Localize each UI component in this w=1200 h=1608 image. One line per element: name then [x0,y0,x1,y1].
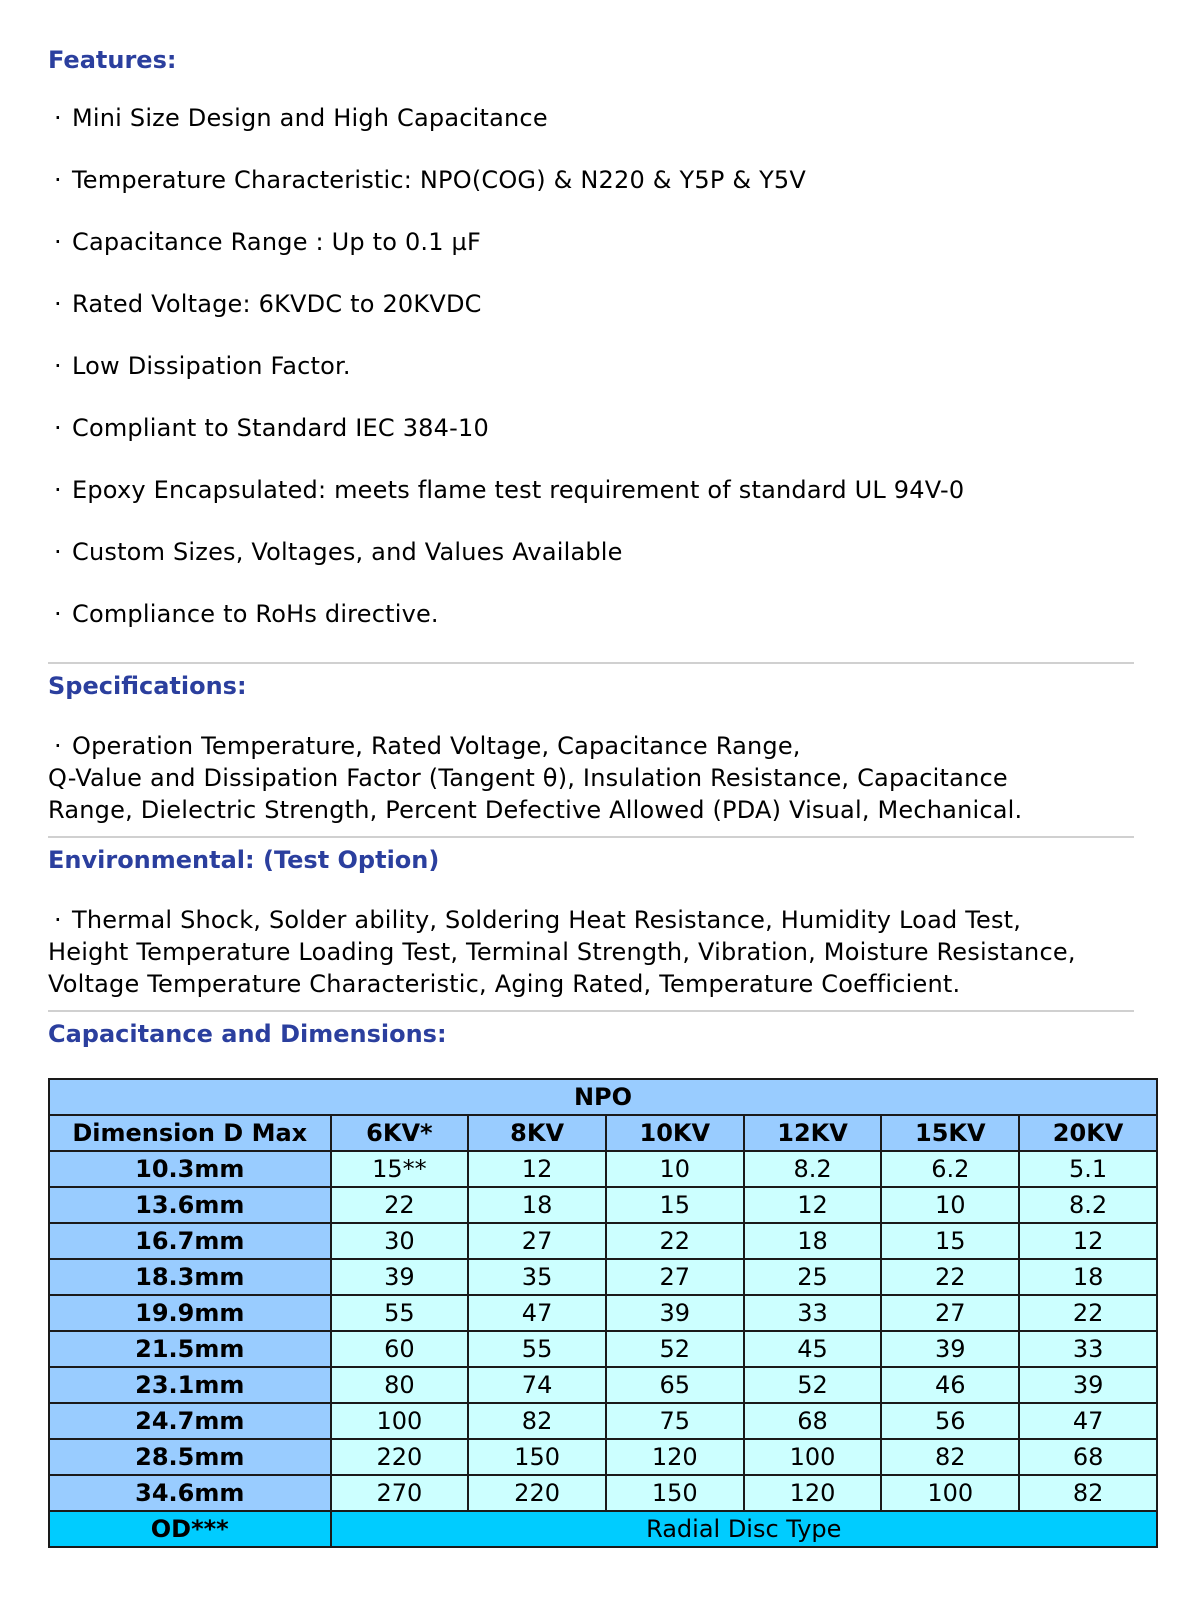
dimension-cell: 19.9mm [49,1295,331,1331]
value-cell: 100 [331,1403,469,1439]
table-row [49,1295,1157,1331]
value-cell: 45 [744,1331,882,1367]
value-cell: 10 [606,1151,744,1187]
dimension-cell: 21.5mm [49,1331,331,1367]
table-row [49,1331,1157,1367]
column-header: 10KV [606,1115,744,1151]
dimension-cell: 23.1mm [49,1367,331,1403]
section-divider [48,662,1134,664]
specifications-heading: Specifications: [48,672,247,700]
value-cell: 68 [1019,1439,1157,1475]
value-cell: 25 [744,1259,882,1295]
table-row [49,1439,1157,1475]
feature-item: · Compliance to RoHs directive. [54,600,439,628]
environmental-heading: Environmental: (Test Option) [48,846,440,874]
value-cell: 39 [1019,1367,1157,1403]
value-cell: 22 [331,1187,469,1223]
section-divider [48,836,1134,838]
bullet-icon: · [54,600,62,628]
capacitance-table [48,1078,1158,1548]
value-cell: 60 [331,1331,469,1367]
value-cell: 27 [881,1295,1019,1331]
value-cell: 150 [606,1475,744,1511]
value-cell: 12 [468,1151,606,1187]
bullet-icon: · [54,228,62,256]
table-group-header: NPO [49,1079,1157,1115]
value-cell: 12 [1019,1223,1157,1259]
value-cell: 100 [744,1439,882,1475]
table-row [49,1475,1157,1511]
value-cell: 47 [1019,1403,1157,1439]
bullet-icon: · [54,290,62,318]
value-cell: 68 [744,1403,882,1439]
value-cell: 120 [744,1475,882,1511]
value-cell: 100 [881,1475,1019,1511]
feature-item: · Temperature Characteristic: NPO(COG) & N220 & Y5P & Y5V [54,166,807,194]
value-cell: 15 [606,1187,744,1223]
od-value: Radial Disc Type [331,1511,1158,1547]
value-cell: 8.2 [1019,1187,1157,1223]
column-header: 15KV [881,1115,1019,1151]
table-header-row [49,1115,1157,1151]
value-cell: 270 [331,1475,469,1511]
value-cell: 8.2 [744,1151,882,1187]
bullet-icon: · [54,414,62,442]
value-cell: 22 [1019,1295,1157,1331]
column-header-dimension: Dimension D Max [49,1115,331,1151]
table-body [49,1151,1157,1511]
value-cell: 52 [606,1331,744,1367]
feature-item: · Epoxy Encapsulated: meets flame test requirement of standard UL 94V-0 [54,476,965,504]
dimension-cell: 16.7mm [49,1223,331,1259]
value-cell: 56 [881,1403,1019,1439]
column-header: 6KV* [331,1115,469,1151]
value-cell: 39 [606,1295,744,1331]
bullet-icon: · [54,352,62,380]
value-cell: 18 [468,1187,606,1223]
value-cell: 22 [881,1259,1019,1295]
value-cell: 120 [606,1439,744,1475]
column-header: 20KV [1019,1115,1157,1151]
capacitance-heading: Capacitance and Dimensions: [48,1020,447,1048]
column-header: 12KV [744,1115,882,1151]
dimension-cell: 24.7mm [49,1403,331,1439]
value-cell: 5.1 [1019,1151,1157,1187]
value-cell: 39 [881,1331,1019,1367]
value-cell: 150 [468,1439,606,1475]
value-cell: 220 [468,1475,606,1511]
dimension-cell: 18.3mm [49,1259,331,1295]
value-cell: 65 [606,1367,744,1403]
bullet-icon: · [54,732,62,760]
value-cell: 15 [881,1223,1019,1259]
value-cell: 30 [331,1223,469,1259]
bullet-icon: · [54,538,62,566]
value-cell: 18 [1019,1259,1157,1295]
feature-item: · Compliant to Standard IEC 384-10 [54,414,489,442]
dimension-cell: 28.5mm [49,1439,331,1475]
environmental-text: · Thermal Shock, Solder ability, Soldering Heat Resistance, Humidity Load Test, Height Temperature Loading Test, Terminal Strength, Vibration, Moisture Resistance, Voltage Temperature Characteristic, Aging Rated, Temperature Coefficient. [48,906,1076,998]
bullet-icon: · [54,166,62,194]
table-row [49,1259,1157,1295]
dimension-cell: 13.6mm [49,1187,331,1223]
bullet-icon: · [54,476,62,504]
value-cell: 55 [468,1331,606,1367]
table-row [49,1151,1157,1187]
features-heading: Features: [48,46,177,74]
value-cell: 33 [1019,1331,1157,1367]
dimension-cell: 34.6mm [49,1475,331,1511]
value-cell: 18 [744,1223,882,1259]
value-cell: 6.2 [881,1151,1019,1187]
column-header: 8KV [468,1115,606,1151]
value-cell: 82 [468,1403,606,1439]
value-cell: 27 [468,1223,606,1259]
bullet-icon: · [54,906,62,934]
section-divider [48,1010,1134,1012]
od-label: OD*** [49,1511,331,1547]
value-cell: 55 [331,1295,469,1331]
feature-item: · Rated Voltage: 6KVDC to 20KVDC [54,290,482,318]
table-row [49,1403,1157,1439]
value-cell: 82 [1019,1475,1157,1511]
table-footer-row [49,1511,1157,1547]
bullet-icon: · [54,104,62,132]
value-cell: 35 [468,1259,606,1295]
value-cell: 74 [468,1367,606,1403]
value-cell: 82 [881,1439,1019,1475]
table-row [49,1367,1157,1403]
value-cell: 10 [881,1187,1019,1223]
value-cell: 15** [331,1151,469,1187]
value-cell: 12 [744,1187,882,1223]
value-cell: 75 [606,1403,744,1439]
feature-item: · Capacitance Range : Up to 0.1 µF [54,228,482,256]
value-cell: 27 [606,1259,744,1295]
value-cell: 80 [331,1367,469,1403]
table-row [49,1187,1157,1223]
value-cell: 22 [606,1223,744,1259]
dimension-cell: 10.3mm [49,1151,331,1187]
feature-item: · Mini Size Design and High Capacitance [54,104,548,132]
feature-item: · Custom Sizes, Voltages, and Values Available [54,538,623,566]
specifications-text: · Operation Temperature, Rated Voltage, Capacitance Range, Q-Value and Dissipation Factor (Tangent θ), Insulation Resistance, Capacitance Range, Dielectric Strength, Percent Defective Allowed (PDA) Visual, Mechanical. [48,732,1023,824]
value-cell: 33 [744,1295,882,1331]
value-cell: 46 [881,1367,1019,1403]
feature-item: · Low Dissipation Factor. [54,352,351,380]
value-cell: 52 [744,1367,882,1403]
value-cell: 47 [468,1295,606,1331]
value-cell: 39 [331,1259,469,1295]
table-row [49,1223,1157,1259]
value-cell: 220 [331,1439,469,1475]
